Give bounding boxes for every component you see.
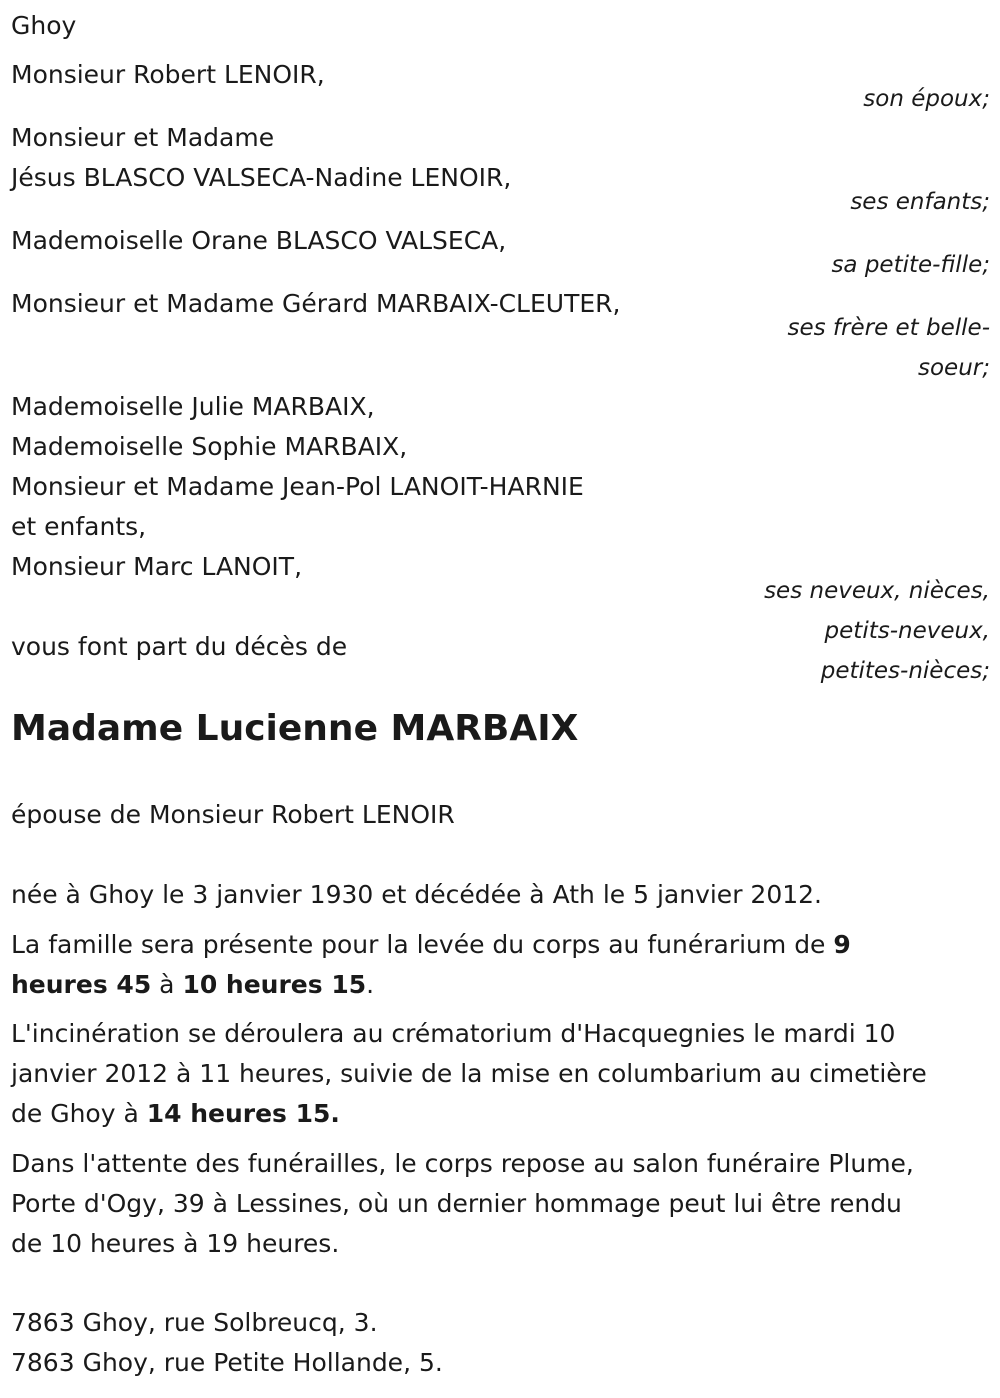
family-member-children-line1: Monsieur et Madame bbox=[11, 123, 275, 152]
viewing-line1 bbox=[11, 925, 851, 965]
relation-granddaughter: sa petite-fille; bbox=[831, 252, 990, 278]
family-member-nephew-5: Monsieur Marc LANOIT, bbox=[11, 552, 303, 581]
repose-line3: de 10 heures à 19 heures. bbox=[11, 1229, 340, 1258]
relation-nephews-line3: petites-nièces; bbox=[820, 658, 990, 684]
cremation-place: de Ghoy à bbox=[11, 1099, 147, 1128]
viewing-connector: à bbox=[151, 970, 183, 999]
deceased-name: Madame Lucienne MARBAIX bbox=[11, 708, 579, 749]
viewing-line2 bbox=[11, 965, 374, 1005]
relation-spouse: son époux; bbox=[863, 86, 990, 112]
spouse-line: épouse de Monsieur Robert LENOIR bbox=[11, 800, 455, 829]
viewing-text: La famille sera présente pour la levée du corps au funérarium de bbox=[11, 930, 834, 959]
birth-death-line: née à Ghoy le 3 janvier 1930 et décédée à Ath le 5 janvier 2012. bbox=[11, 880, 822, 909]
relation-sibling-line2: soeur; bbox=[918, 355, 990, 381]
cremation-time: 14 heures 15. bbox=[146, 1099, 340, 1128]
relation-children: ses enfants; bbox=[850, 189, 990, 215]
relation-nephews-line2: petits-neveux, bbox=[824, 618, 990, 644]
address-1: 7863 Ghoy, rue Solbreucq, 3. bbox=[11, 1308, 378, 1337]
cremation-line3 bbox=[11, 1094, 340, 1134]
viewing-period: . bbox=[366, 970, 375, 999]
family-member-children-line2: Jésus BLASCO VALSECA-Nadine LENOIR, bbox=[11, 163, 512, 192]
relation-nephews-line1: ses neveux, nièces, bbox=[764, 578, 990, 604]
repose-line1: Dans l'attente des funérailles, le corps repose au salon funéraire Plume, bbox=[11, 1149, 914, 1178]
family-member-nephew-3: Monsieur et Madame Jean-Pol LANOIT-HARNIE bbox=[11, 472, 584, 501]
relation-sibling-line1: ses frère et belle- bbox=[787, 315, 990, 341]
family-member-nephew-1: Mademoiselle Julie MARBAIX, bbox=[11, 392, 375, 421]
family-member-granddaughter: Mademoiselle Orane BLASCO VALSECA, bbox=[11, 226, 507, 255]
repose-line2: Porte d'Ogy, 39 à Lessines, où un dernier hommage peut lui être rendu bbox=[11, 1189, 902, 1218]
viewing-end-time: 10 heures 15 bbox=[182, 970, 367, 999]
announcement-text: vous font part du décès de bbox=[11, 632, 348, 661]
viewing-start-minutes: heures 45 bbox=[11, 970, 152, 999]
family-member-spouse: Monsieur Robert LENOIR, bbox=[11, 60, 325, 89]
family-member-sibling: Monsieur et Madame Gérard MARBAIX-CLEUTER, bbox=[11, 289, 621, 318]
viewing-start-hour: 9 bbox=[833, 930, 851, 959]
cremation-line2: janvier 2012 à 11 heures, suivie de la mise en columbarium au cimetière bbox=[11, 1059, 927, 1088]
location-heading: Ghoy bbox=[11, 11, 77, 40]
family-member-nephew-4: et enfants, bbox=[11, 512, 147, 541]
address-2: 7863 Ghoy, rue Petite Hollande, 5. bbox=[11, 1348, 443, 1377]
cremation-line1: L'incinération se déroulera au crématorium d'Hacquegnies le mardi 10 bbox=[11, 1019, 896, 1048]
family-member-nephew-2: Mademoiselle Sophie MARBAIX, bbox=[11, 432, 408, 461]
